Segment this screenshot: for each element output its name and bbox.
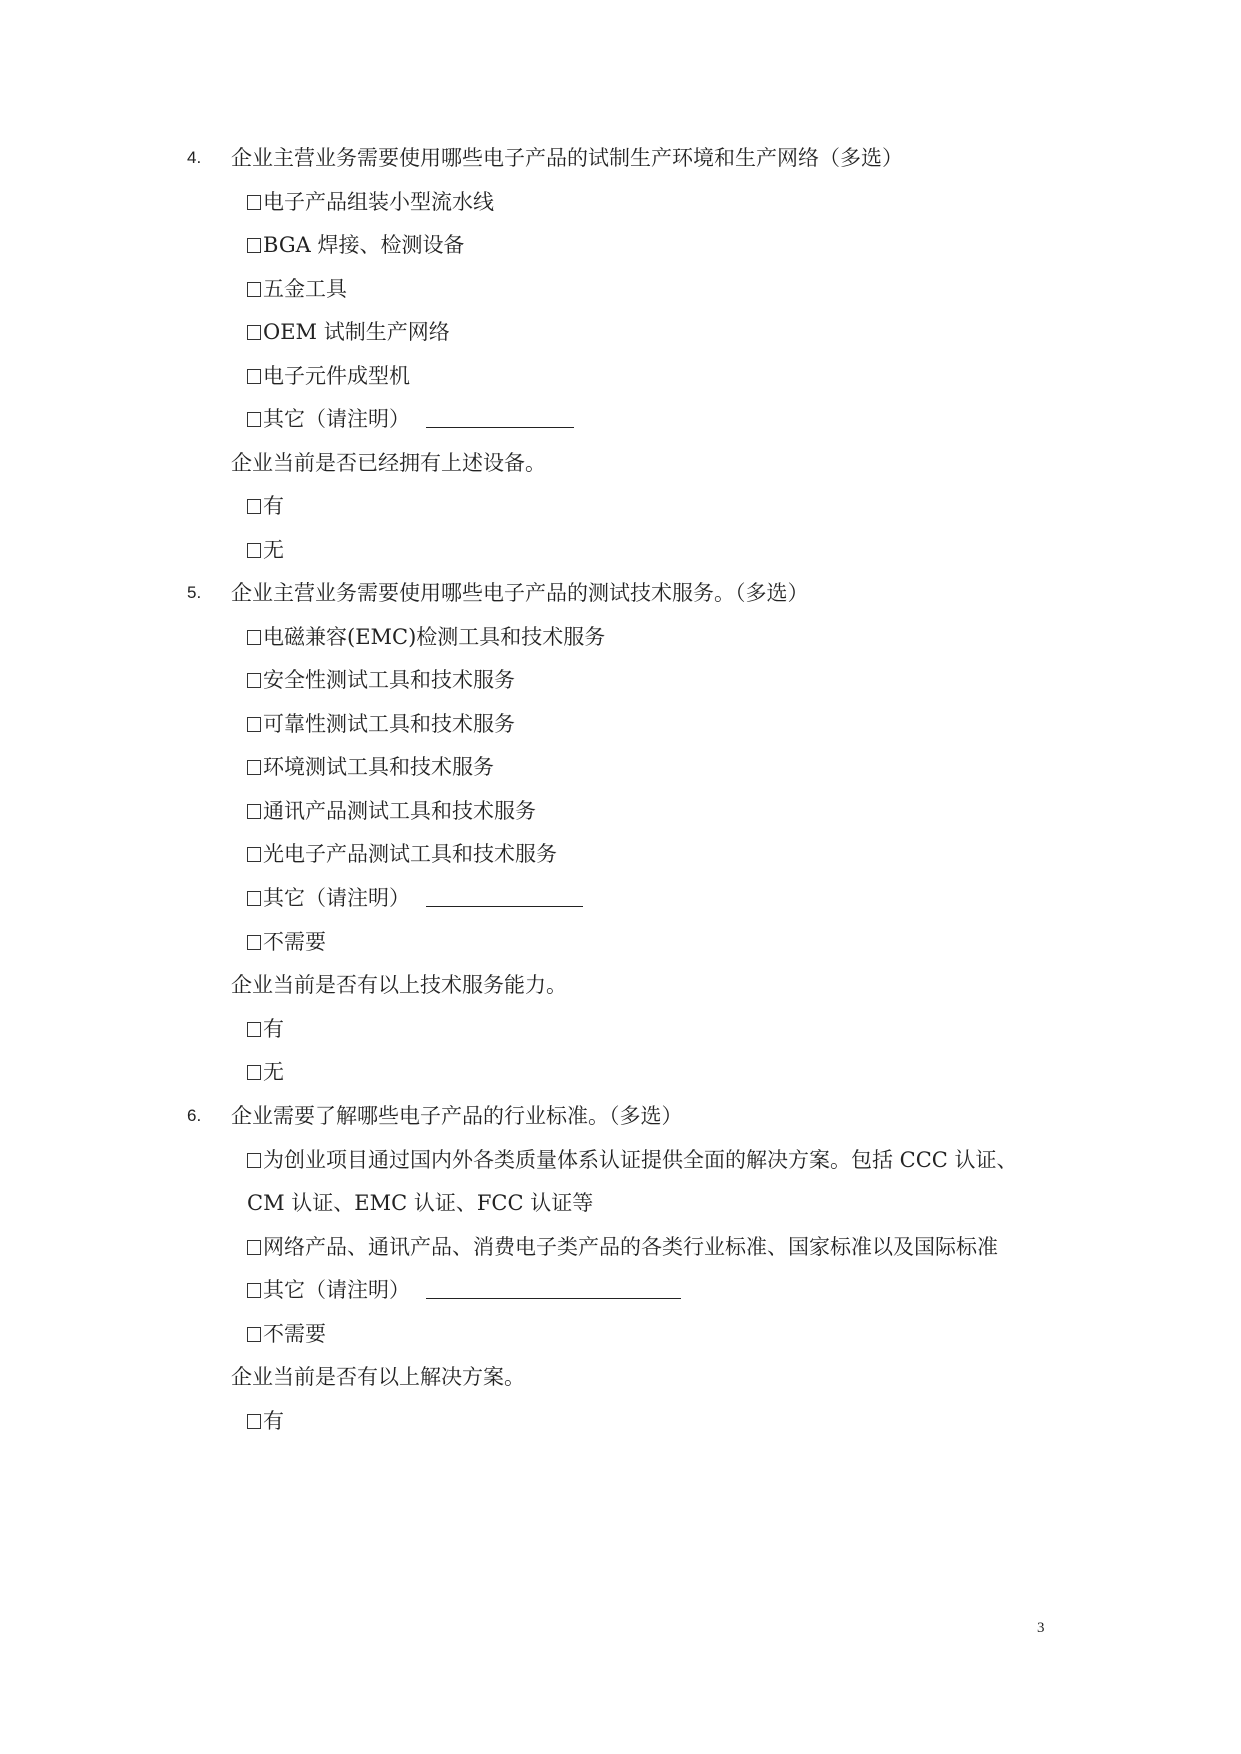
q5-option-reliability[interactable]: 可靠性测试工具和技术服务: [247, 706, 515, 742]
q5-option-not-needed[interactable]: 不需要: [247, 924, 326, 960]
checkbox-icon[interactable]: [247, 673, 261, 688]
checkbox-icon[interactable]: [247, 1065, 261, 1080]
q6-followup-question: 企业当前是否有以上解决方案。: [231, 1365, 525, 1389]
question-5-number: 5.: [187, 583, 202, 602]
q5-option-safety[interactable]: 安全性测试工具和技术服务: [247, 662, 515, 698]
checkbox-icon[interactable]: [247, 1153, 261, 1168]
q6-option-industry-standards[interactable]: 网络产品、通讯产品、消费电子类产品的各类行业标准、国家标准以及国际标准: [247, 1229, 998, 1265]
checkbox-icon[interactable]: [247, 935, 261, 950]
q4-followup-yes[interactable]: 有: [247, 488, 284, 524]
q4-option-hardware-tools[interactable]: 五金工具: [247, 271, 347, 307]
page-number: 3: [1037, 1620, 1045, 1636]
checkbox-icon[interactable]: [247, 238, 261, 253]
checkbox-icon[interactable]: [247, 369, 261, 384]
q5-option-communication[interactable]: 通讯产品测试工具和技术服务: [247, 793, 536, 829]
checkbox-icon[interactable]: [247, 717, 261, 732]
checkbox-icon[interactable]: [247, 760, 261, 775]
checkbox-icon[interactable]: [247, 1022, 261, 1037]
q4-followup-question: 企业当前是否已经拥有上述设备。: [231, 451, 546, 475]
question-4-number: 4.: [187, 148, 202, 167]
q5-option-optoelectronic[interactable]: 光电子产品测试工具和技术服务: [247, 836, 557, 872]
q5-followup-no[interactable]: 无: [247, 1054, 284, 1090]
checkbox-icon[interactable]: [247, 1414, 261, 1429]
checkbox-icon[interactable]: [247, 543, 261, 558]
checkbox-icon[interactable]: [247, 847, 261, 862]
q6-followup-yes[interactable]: 有: [247, 1403, 284, 1439]
q5-followup-yes[interactable]: 有: [247, 1011, 284, 1047]
q5-option-other[interactable]: 其它（请注明）: [247, 880, 583, 916]
q4-option-bga[interactable]: BGA 焊接、检测设备: [247, 227, 464, 263]
checkbox-icon[interactable]: [247, 1283, 261, 1298]
q4-option-oem[interactable]: OEM 试制生产网络: [247, 314, 450, 350]
question-6-number: 6.: [187, 1106, 202, 1125]
question-6-text: 企业需要了解哪些电子产品的行业标准。（多选）: [231, 1104, 683, 1128]
q6-option-not-needed[interactable]: 不需要: [247, 1316, 326, 1352]
q6-other-fill-blank[interactable]: [426, 1274, 681, 1299]
q5-option-emc[interactable]: 电磁兼容(EMC)检测工具和技术服务: [247, 619, 605, 655]
q4-option-assembly-line[interactable]: 电子产品组装小型流水线: [247, 184, 494, 220]
checkbox-icon[interactable]: [247, 630, 261, 645]
q4-followup-no[interactable]: 无: [247, 532, 284, 568]
checkbox-icon[interactable]: [247, 1240, 261, 1255]
checkbox-icon[interactable]: [247, 412, 261, 427]
q4-option-forming-machine[interactable]: 电子元件成型机: [247, 358, 410, 394]
q5-other-fill-blank[interactable]: [426, 882, 583, 907]
checkbox-icon[interactable]: [247, 325, 261, 340]
q6-option-other[interactable]: 其它（请注明）: [247, 1272, 681, 1308]
q5-option-environment[interactable]: 环境测试工具和技术服务: [247, 749, 494, 785]
checkbox-icon[interactable]: [247, 804, 261, 819]
q5-followup-question: 企业当前是否有以上技术服务能力。: [231, 973, 567, 997]
q4-other-fill-blank[interactable]: [426, 403, 574, 428]
checkbox-icon[interactable]: [247, 282, 261, 297]
checkbox-icon[interactable]: [247, 1327, 261, 1342]
q4-option-other[interactable]: 其它（请注明）: [247, 401, 574, 437]
question-4-text: 企业主营业务需要使用哪些电子产品的试制生产环境和生产网络（多选）: [231, 146, 903, 170]
q6-option-certification[interactable]: 为创业项目通过国内外各类质量体系认证提供全面的解决方案。包括 CCC 认证、: [247, 1142, 1018, 1178]
checkbox-icon[interactable]: [247, 499, 261, 514]
q6-option-certification-continued: CM 认证、EMC 认证、FCC 认证等: [247, 1191, 594, 1215]
question-5-text: 企业主营业务需要使用哪些电子产品的测试技术服务。（多选）: [231, 581, 809, 605]
checkbox-icon[interactable]: [247, 195, 261, 210]
checkbox-icon[interactable]: [247, 891, 261, 906]
